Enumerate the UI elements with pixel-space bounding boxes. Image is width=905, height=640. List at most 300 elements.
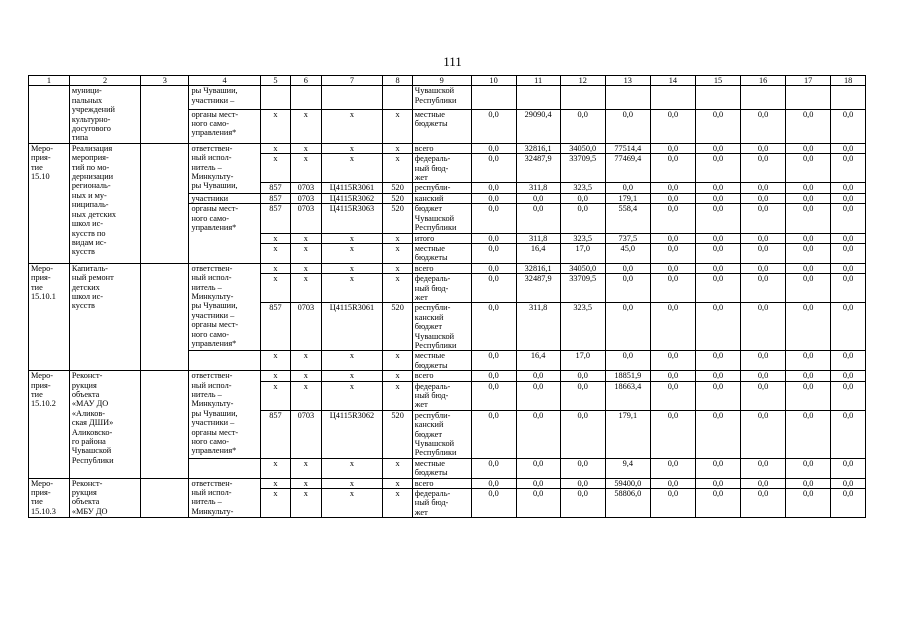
amount-cell: 0,0 — [786, 193, 831, 203]
code-cell: Ц4115R3061 — [321, 303, 383, 351]
amount-cell: 0,0 — [695, 183, 740, 193]
code-cell: x — [260, 274, 290, 303]
column-number: 14 — [650, 76, 695, 86]
amount-cell: 0,0 — [650, 410, 695, 458]
code-cell: 520 — [383, 193, 412, 203]
table-row — [29, 478, 866, 488]
amount-cell: 0,0 — [831, 233, 866, 243]
column-number: 5 — [260, 76, 290, 86]
amount-cell: 179,1 — [605, 410, 650, 458]
amount-cell: 0,0 — [650, 274, 695, 303]
column-number: 18 — [831, 76, 866, 86]
code-cell: x — [383, 478, 412, 488]
column-number: 2 — [69, 76, 140, 86]
amount-cell: 0,0 — [560, 489, 605, 518]
empty-cell — [141, 371, 189, 478]
column-number: 17 — [786, 76, 831, 86]
code-cell: x — [383, 371, 412, 381]
column-number: 3 — [141, 76, 189, 86]
amount-cell: 0,0 — [605, 303, 650, 351]
column-number: 10 — [471, 76, 516, 86]
amount-cell: 0,0 — [786, 381, 831, 410]
amount-cell: 0,0 — [831, 381, 866, 410]
code-cell — [291, 86, 321, 109]
amount-cell: 0,0 — [741, 243, 786, 263]
amount-cell: 0,0 — [650, 263, 695, 273]
amount-cell — [695, 86, 740, 109]
empty-cell — [141, 263, 189, 370]
code-cell: x — [260, 458, 290, 478]
budget-source-cell: канский — [412, 193, 471, 203]
code-cell: x — [260, 143, 290, 153]
amount-cell: 0,0 — [605, 263, 650, 273]
code-cell: x — [383, 109, 412, 143]
code-cell: x — [291, 371, 321, 381]
budget-source-cell: федераль- ный бюд- жет — [412, 489, 471, 518]
code-cell — [321, 86, 383, 109]
amount-cell: 0,0 — [695, 489, 740, 518]
amount-cell: 34050,0 — [560, 263, 605, 273]
code-cell: x — [291, 143, 321, 153]
amount-cell: 0,0 — [831, 410, 866, 458]
amount-cell: 0,0 — [471, 233, 516, 243]
amount-cell — [650, 86, 695, 109]
empty-cell — [141, 86, 189, 143]
budget-source-cell: республи- — [412, 183, 471, 193]
amount-cell: 0,0 — [560, 193, 605, 203]
budget-source-cell: всего — [412, 478, 471, 488]
code-cell: x — [383, 489, 412, 518]
code-cell: x — [321, 243, 383, 263]
page-number: 111 — [443, 54, 462, 69]
amount-cell: 0,0 — [786, 351, 831, 371]
amount-cell: 0,0 — [471, 351, 516, 371]
amount-cell: 0,0 — [560, 458, 605, 478]
code-cell: x — [260, 263, 290, 273]
amount-cell: 0,0 — [831, 351, 866, 371]
column-number: 1 — [29, 76, 70, 86]
amount-cell: 0,0 — [831, 478, 866, 488]
event-title-cell: Реализация мероприя- тий по мо- дернизации региональ- ных и му- ниципаль- ных детских школ ис- кусств по видам ис- кусств — [69, 143, 140, 263]
amount-cell: 0,0 — [695, 371, 740, 381]
amount-cell: 0,0 — [471, 303, 516, 351]
table-row — [29, 263, 866, 273]
amount-cell: 29090,4 — [516, 109, 560, 143]
code-cell: x — [291, 478, 321, 488]
amount-cell: 0,0 — [786, 489, 831, 518]
executor-cell: органы мест- ного само- управления* — [189, 109, 260, 143]
amount-cell — [831, 86, 866, 109]
column-number: 15 — [695, 76, 740, 86]
amount-cell: 0,0 — [695, 458, 740, 478]
amount-cell: 0,0 — [786, 183, 831, 193]
code-cell: 857 — [260, 193, 290, 203]
amount-cell: 17,0 — [560, 243, 605, 263]
amount-cell: 0,0 — [695, 204, 740, 233]
code-cell: 857 — [260, 410, 290, 458]
event-number-cell — [29, 86, 70, 143]
amount-cell: 0,0 — [786, 478, 831, 488]
code-cell — [260, 86, 290, 109]
code-cell: x — [291, 274, 321, 303]
code-cell: x — [321, 489, 383, 518]
code-cell: x — [291, 109, 321, 143]
executor-cell — [189, 458, 260, 478]
amount-cell: 0,0 — [650, 154, 695, 183]
amount-cell: 0,0 — [786, 109, 831, 143]
amount-cell: 0,0 — [516, 489, 560, 518]
amount-cell: 0,0 — [695, 109, 740, 143]
code-cell: x — [383, 351, 412, 371]
code-cell: 0703 — [291, 204, 321, 233]
amount-cell: 0,0 — [831, 458, 866, 478]
code-cell: x — [321, 143, 383, 153]
amount-cell: 0,0 — [786, 458, 831, 478]
amount-cell: 0,0 — [831, 109, 866, 143]
amount-cell: 0,0 — [831, 371, 866, 381]
code-cell: 857 — [260, 183, 290, 193]
amount-cell — [471, 86, 516, 109]
event-title-cell: Реконст- рукция объекта «МАУ ДО «Аликов- ская ДШИ» Аликовско- го района Чувашской Республики — [69, 371, 140, 478]
code-cell: x — [321, 233, 383, 243]
code-cell: x — [383, 243, 412, 263]
amount-cell: 0,0 — [786, 233, 831, 243]
executor-cell: ры Чувашии, участники – — [189, 86, 260, 109]
code-cell: Ц4115R3062 — [321, 193, 383, 203]
column-number: 7 — [321, 76, 383, 86]
amount-cell: 737,5 — [605, 233, 650, 243]
table-row — [29, 371, 866, 381]
amount-cell: 0,0 — [695, 303, 740, 351]
amount-cell: 18663,4 — [605, 381, 650, 410]
amount-cell: 0,0 — [650, 143, 695, 153]
amount-cell: 0,0 — [786, 371, 831, 381]
amount-cell — [741, 86, 786, 109]
code-cell: x — [383, 263, 412, 273]
amount-cell: 58806,0 — [605, 489, 650, 518]
budget-source-cell: федераль- ный бюд- жет — [412, 274, 471, 303]
amount-cell: 0,0 — [471, 204, 516, 233]
budget-source-cell: местные бюджеты — [412, 458, 471, 478]
amount-cell: 0,0 — [560, 109, 605, 143]
amount-cell: 0,0 — [560, 410, 605, 458]
amount-cell: 323,5 — [560, 303, 605, 351]
amount-cell: 0,0 — [831, 204, 866, 233]
amount-cell: 0,0 — [695, 243, 740, 263]
column-number: 13 — [605, 76, 650, 86]
code-cell: x — [321, 351, 383, 371]
amount-cell: 0,0 — [650, 489, 695, 518]
amount-cell: 0,0 — [786, 204, 831, 233]
budget-source-cell: местные бюджеты — [412, 109, 471, 143]
amount-cell: 0,0 — [831, 193, 866, 203]
column-number: 11 — [516, 76, 560, 86]
amount-cell: 0,0 — [695, 193, 740, 203]
amount-cell: 0,0 — [560, 381, 605, 410]
amount-cell: 0,0 — [831, 183, 866, 193]
amount-cell: 0,0 — [786, 143, 831, 153]
code-cell: x — [260, 233, 290, 243]
amount-cell: 32816,1 — [516, 143, 560, 153]
amount-cell: 0,0 — [516, 478, 560, 488]
amount-cell: 0,0 — [741, 183, 786, 193]
amount-cell: 0,0 — [741, 381, 786, 410]
amount-cell: 0,0 — [741, 351, 786, 371]
budget-source-cell: Чувашской Республики — [412, 86, 471, 109]
amount-cell: 32487,9 — [516, 274, 560, 303]
amount-cell: 179,1 — [605, 193, 650, 203]
amount-cell: 18851,9 — [605, 371, 650, 381]
amount-cell: 0,0 — [695, 143, 740, 153]
code-cell: 857 — [260, 204, 290, 233]
amount-cell: 0,0 — [650, 233, 695, 243]
amount-cell: 34050,0 — [560, 143, 605, 153]
amount-cell: 0,0 — [471, 458, 516, 478]
amount-cell: 0,0 — [516, 371, 560, 381]
amount-cell: 0,0 — [650, 381, 695, 410]
amount-cell: 0,0 — [786, 154, 831, 183]
column-number: 16 — [741, 76, 786, 86]
budget-table — [28, 75, 866, 518]
code-cell: x — [321, 381, 383, 410]
event-number-cell: Меро- прия- тие 15.10.1 — [29, 263, 70, 370]
event-number-cell: Меро- прия- тие 15.10.3 — [29, 478, 70, 518]
amount-cell: 0,0 — [516, 193, 560, 203]
amount-cell: 0,0 — [831, 143, 866, 153]
code-cell: 0703 — [291, 410, 321, 458]
amount-cell: 311,8 — [516, 183, 560, 193]
amount-cell: 0,0 — [741, 274, 786, 303]
amount-cell: 0,0 — [650, 183, 695, 193]
code-cell: 857 — [260, 303, 290, 351]
amount-cell: 0,0 — [650, 478, 695, 488]
amount-cell: 0,0 — [741, 154, 786, 183]
amount-cell: 0,0 — [695, 381, 740, 410]
amount-cell: 0,0 — [741, 233, 786, 243]
amount-cell: 0,0 — [695, 478, 740, 488]
code-cell: x — [260, 243, 290, 263]
code-cell: x — [260, 489, 290, 518]
amount-cell — [516, 86, 560, 109]
amount-cell: 0,0 — [471, 154, 516, 183]
amount-cell: 0,0 — [471, 478, 516, 488]
executor-cell: ответствен- ный испол- нитель – Минкульту- ры Чувашии, участники – органы мест- ного само- управления* — [189, 263, 260, 351]
code-cell: x — [291, 233, 321, 243]
amount-cell: 0,0 — [831, 303, 866, 351]
amount-cell: 33709,5 — [560, 274, 605, 303]
amount-cell: 0,0 — [516, 381, 560, 410]
amount-cell: 0,0 — [786, 243, 831, 263]
code-cell: x — [321, 154, 383, 183]
amount-cell: 33709,5 — [560, 154, 605, 183]
amount-cell: 558,4 — [605, 204, 650, 233]
code-cell: x — [383, 381, 412, 410]
code-cell: 520 — [383, 410, 412, 458]
budget-source-cell: федераль- ный бюд- жет — [412, 154, 471, 183]
amount-cell: 0,0 — [831, 274, 866, 303]
amount-cell: 0,0 — [741, 109, 786, 143]
amount-cell: 0,0 — [650, 458, 695, 478]
amount-cell: 0,0 — [516, 458, 560, 478]
amount-cell: 0,0 — [831, 263, 866, 273]
code-cell: x — [321, 263, 383, 273]
amount-cell: 0,0 — [560, 371, 605, 381]
amount-cell: 0,0 — [741, 193, 786, 203]
amount-cell: 0,0 — [695, 410, 740, 458]
code-cell: 0703 — [291, 193, 321, 203]
amount-cell: 0,0 — [605, 109, 650, 143]
code-cell: x — [383, 154, 412, 183]
code-cell: x — [383, 233, 412, 243]
budget-source-cell: бюджет Чувашской Республики — [412, 204, 471, 233]
amount-cell: 0,0 — [831, 489, 866, 518]
amount-cell: 0,0 — [786, 274, 831, 303]
code-cell: x — [260, 109, 290, 143]
code-cell: x — [321, 458, 383, 478]
code-cell: x — [260, 381, 290, 410]
amount-cell: 0,0 — [741, 489, 786, 518]
code-cell: x — [260, 371, 290, 381]
amount-cell: 0,0 — [516, 410, 560, 458]
code-cell: 0703 — [291, 183, 321, 193]
amount-cell: 0,0 — [650, 109, 695, 143]
code-cell: 0703 — [291, 303, 321, 351]
amount-cell — [560, 86, 605, 109]
amount-cell: 0,0 — [471, 183, 516, 193]
amount-cell: 77514,4 — [605, 143, 650, 153]
executor-cell: ответствен- ный испол- нитель – Минкульту- ры Чувашии, — [189, 143, 260, 193]
event-title-cell: муници- пальных учреждений культурно- досугового типа — [69, 86, 140, 143]
code-cell: x — [260, 351, 290, 371]
column-number: 12 — [560, 76, 605, 86]
code-cell — [383, 86, 412, 109]
amount-cell: 0,0 — [471, 371, 516, 381]
empty-cell — [141, 143, 189, 263]
code-cell: Ц4115R3061 — [321, 183, 383, 193]
executor-cell: ответствен- ный испол- нитель – Минкульту- — [189, 478, 260, 518]
code-cell: x — [260, 478, 290, 488]
amount-cell: 32487,9 — [516, 154, 560, 183]
amount-cell: 0,0 — [471, 489, 516, 518]
amount-cell: 0,0 — [605, 183, 650, 193]
amount-cell: 0,0 — [695, 351, 740, 371]
budget-source-cell: итого — [412, 233, 471, 243]
amount-cell: 0,0 — [831, 243, 866, 263]
amount-cell: 16,4 — [516, 351, 560, 371]
event-title-cell: Реконст- рукция объекта «МБУ ДО — [69, 478, 140, 518]
table-row — [29, 86, 866, 109]
code-cell: x — [321, 371, 383, 381]
executor-cell: ответствен- ный испол- нитель – Минкульту- ры Чувашии, участники – органы мест- ного само- управления* — [189, 371, 260, 459]
code-cell: x — [291, 381, 321, 410]
amount-cell: 0,0 — [471, 193, 516, 203]
amount-cell: 0,0 — [650, 351, 695, 371]
budget-source-cell: республи- канский бюджет Чувашской Республики — [412, 410, 471, 458]
executor-cell: участники — [189, 193, 260, 203]
budget-source-cell: всего — [412, 143, 471, 153]
code-cell: x — [291, 243, 321, 263]
amount-cell: 0,0 — [471, 263, 516, 273]
amount-cell: 0,0 — [471, 143, 516, 153]
amount-cell: 311,8 — [516, 233, 560, 243]
amount-cell: 77469,4 — [605, 154, 650, 183]
event-number-cell: Меро- прия- тие 15.10.2 — [29, 371, 70, 478]
code-cell: x — [291, 351, 321, 371]
amount-cell: 0,0 — [650, 204, 695, 233]
table-row — [29, 143, 866, 153]
budget-source-cell: республи- канский бюджет Чувашской Республики — [412, 303, 471, 351]
amount-cell: 0,0 — [605, 351, 650, 371]
code-cell: x — [291, 489, 321, 518]
amount-cell — [605, 86, 650, 109]
event-title-cell: Капиталь- ный ремонт детских школ ис- кусств — [69, 263, 140, 370]
amount-cell: 323,5 — [560, 183, 605, 193]
amount-cell: 0,0 — [560, 204, 605, 233]
code-cell: 520 — [383, 204, 412, 233]
amount-cell: 9,4 — [605, 458, 650, 478]
budget-source-cell: всего — [412, 371, 471, 381]
code-cell: Ц4115R3062 — [321, 410, 383, 458]
amount-cell: 0,0 — [831, 154, 866, 183]
code-cell: x — [260, 154, 290, 183]
amount-cell: 0,0 — [741, 303, 786, 351]
amount-cell: 0,0 — [741, 263, 786, 273]
amount-cell: 32816,1 — [516, 263, 560, 273]
amount-cell: 0,0 — [741, 478, 786, 488]
event-number-cell: Меро- прия- тие 15.10 — [29, 143, 70, 263]
code-cell: x — [383, 274, 412, 303]
amount-cell: 0,0 — [695, 233, 740, 243]
code-cell: x — [291, 154, 321, 183]
amount-cell: 0,0 — [471, 381, 516, 410]
budget-source-cell: всего — [412, 263, 471, 273]
amount-cell: 323,5 — [560, 233, 605, 243]
code-cell: 520 — [383, 183, 412, 193]
amount-cell: 0,0 — [695, 154, 740, 183]
code-cell: x — [321, 109, 383, 143]
amount-cell: 0,0 — [786, 410, 831, 458]
amount-cell: 0,0 — [786, 263, 831, 273]
code-cell: Ц4115R3063 — [321, 204, 383, 233]
budget-source-cell: местные бюджеты — [412, 351, 471, 371]
header-row — [29, 76, 866, 86]
column-number: 4 — [189, 76, 260, 86]
budget-source-cell: федераль- ный бюд- жет — [412, 381, 471, 410]
budget-source-cell: местные бюджеты — [412, 243, 471, 263]
amount-cell — [786, 86, 831, 109]
amount-cell: 0,0 — [695, 263, 740, 273]
column-number: 8 — [383, 76, 412, 86]
amount-cell: 16,4 — [516, 243, 560, 263]
amount-cell: 0,0 — [471, 274, 516, 303]
code-cell: x — [383, 143, 412, 153]
amount-cell: 0,0 — [471, 109, 516, 143]
amount-cell: 0,0 — [741, 143, 786, 153]
amount-cell: 0,0 — [605, 274, 650, 303]
amount-cell: 0,0 — [741, 371, 786, 381]
amount-cell: 0,0 — [650, 193, 695, 203]
amount-cell: 0,0 — [741, 458, 786, 478]
amount-cell: 0,0 — [516, 204, 560, 233]
amount-cell: 59400,0 — [605, 478, 650, 488]
column-number: 9 — [412, 76, 471, 86]
column-number: 6 — [291, 76, 321, 86]
code-cell: x — [291, 458, 321, 478]
amount-cell: 0,0 — [650, 371, 695, 381]
amount-cell: 0,0 — [471, 410, 516, 458]
amount-cell: 0,0 — [695, 274, 740, 303]
amount-cell: 0,0 — [650, 303, 695, 351]
